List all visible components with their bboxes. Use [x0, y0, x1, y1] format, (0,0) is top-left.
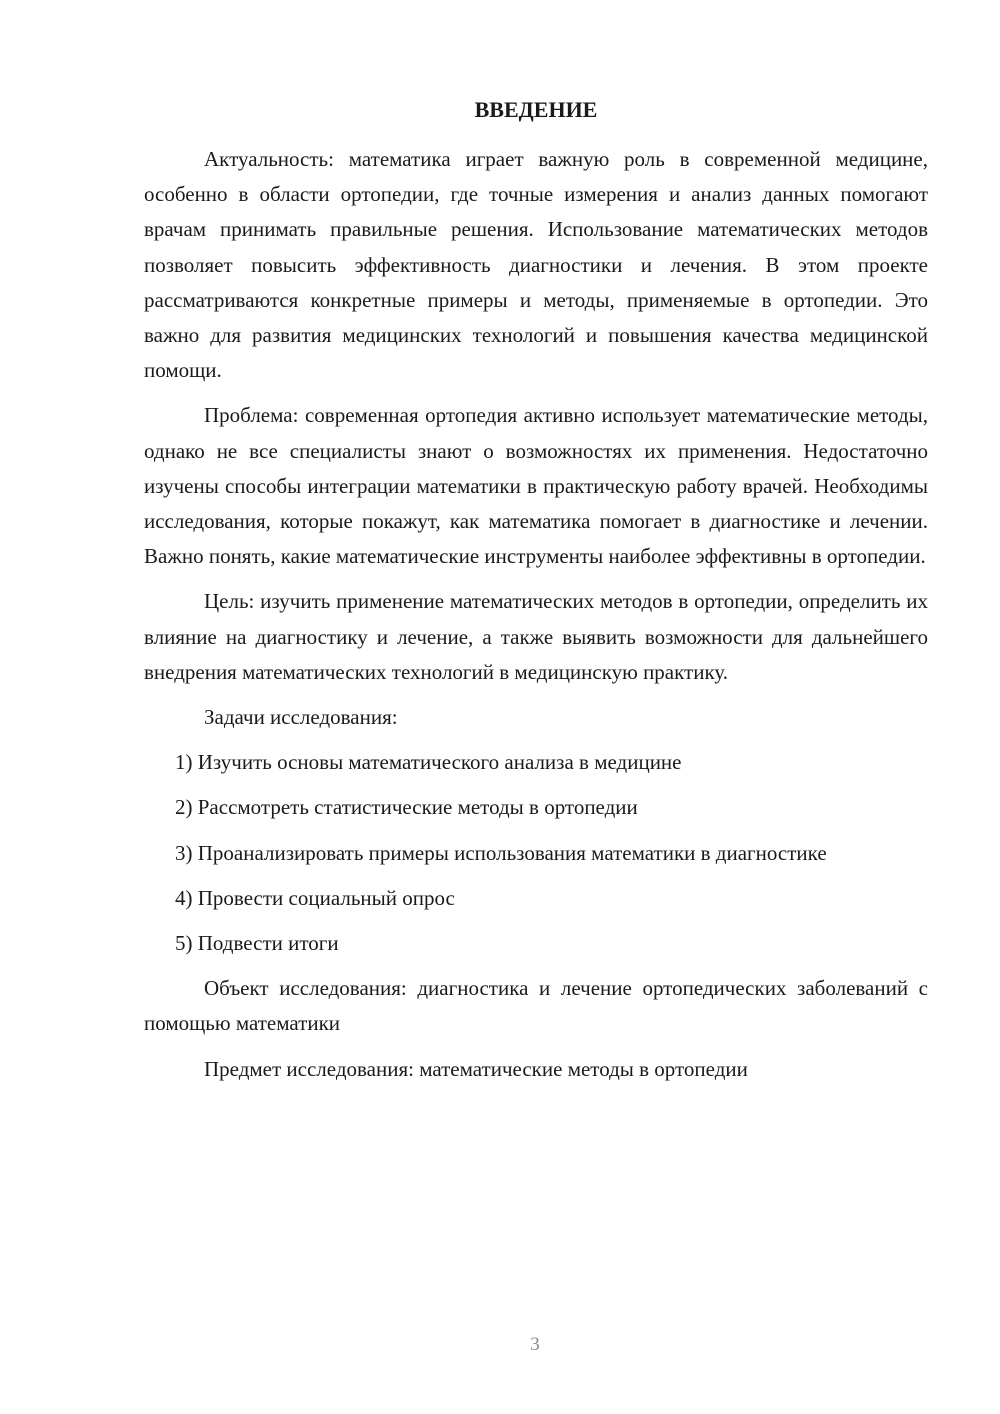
paragraph-goal: Цель: изучить применение математических методов в ортопедии, определить их влияние на диагностику и лечение, а также выявить возможности для дальнейшего внедрения математических технологий в медицинскую практику.	[144, 589, 928, 684]
task-item-3: 3) Проанализировать примеры использования математики в диагностике	[175, 840, 827, 865]
task-item-1: 1) Изучить основы математического анализа в медицине	[175, 750, 682, 775]
task-item-4: 4) Провести социальный опрос	[175, 885, 455, 910]
paragraph-object: Объект исследования: диагностика и лечение ортопедических заболеваний с помощью математики	[144, 976, 928, 1036]
task-item-2: 2) Рассмотреть статистические методы в ортопедии	[175, 795, 638, 820]
document-page	[144, 96, 928, 1097]
page-number: 3	[530, 1334, 540, 1355]
tasks-heading: Задачи исследования:	[204, 705, 398, 730]
section-title: ВВЕДЕНИЕ	[474, 97, 598, 122]
paragraph-subject: Предмет исследования: математические методы в ортопедии	[204, 1056, 748, 1081]
paragraph-relevance: Актуальность: математика играет важную роль в современной медицине, особенно в области ортопедии, где точные измерения и анализ данных помогают врачам принимать правильные решения. Использование математических методов позволяет повысить эффективность диагностики и лечения. В этом проекте рассматриваются конкретные примеры и методы, применяемые в ортопедии. Это важно для развития медицинских технологий и повышения качества медицинской помощи.	[144, 147, 928, 383]
paragraph-problem: Проблема: современная ортопедия активно использует математические методы, однако не все специалисты знают о возможностях их применения. Недостаточно изучены способы интеграции математики в практическую работу врачей. Необходимы исследования, которые покажут, как математика помогает в диагностике и лечении. Важно понять, какие математические инструменты наиболее эффективны в ортопедии.	[144, 403, 928, 569]
task-item-5: 5) Подвести итоги	[175, 931, 339, 956]
